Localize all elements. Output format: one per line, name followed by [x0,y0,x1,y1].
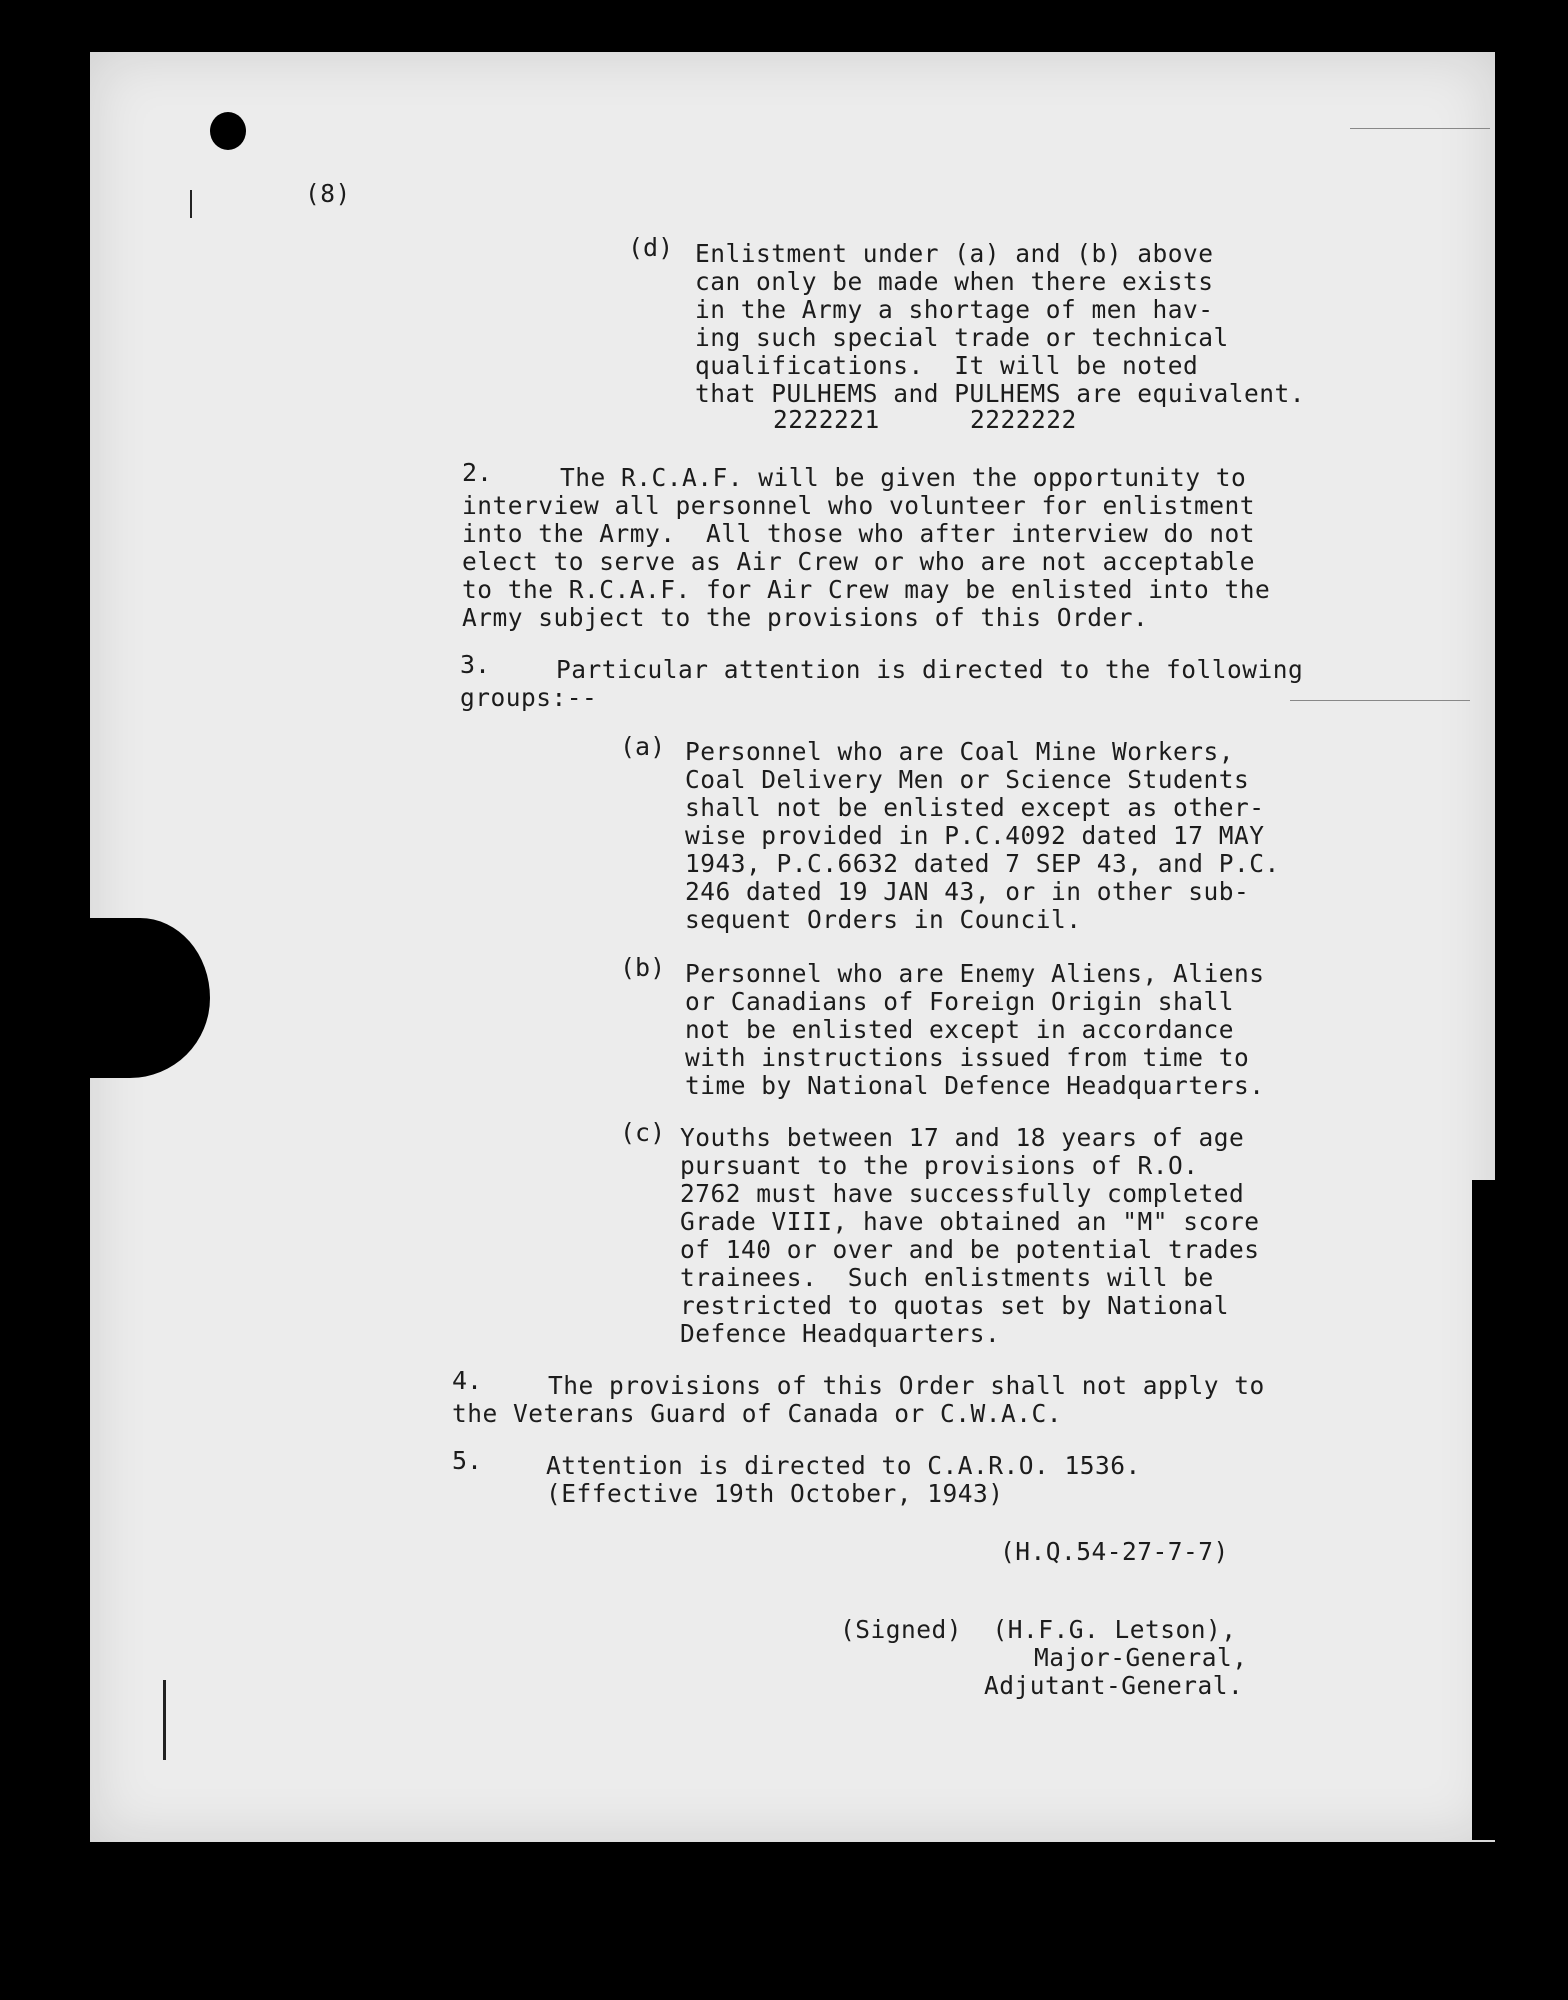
para-4-line: the Veterans Guard of Canada or C.W.A.C. [452,1399,1063,1428]
para-3c-line: of 140 or over and be potential trades [680,1235,1260,1264]
para-5-line: (Effective 19th October, 1943) [546,1479,1004,1508]
para-2-line: elect to serve as Air Crew or who are not acceptable [462,547,1256,576]
para-3b-label: (b) [620,953,666,982]
para-3a-line: wise provided in P.C.4092 dated 17 MAY [685,821,1265,850]
para-3b-line: Personnel who are Enemy Aliens, Aliens [685,959,1265,988]
para-3b-line: not be enlisted except in accordance [685,1015,1235,1044]
para-3a-line: Coal Delivery Men or Science Students [685,765,1250,794]
para-3a-line: 1943, P.C.6632 dated 7 SEP 43, and P.C. [685,849,1280,878]
paper-mark [1290,700,1470,701]
para-3c-line: Defence Headquarters. [680,1319,1001,1348]
para-2-line: Army subject to the provisions of this Order. [462,603,1149,632]
para-3c-line: pursuant to the provisions of R.O. [680,1151,1199,1180]
para-3b-line: with instructions issued from time to [685,1043,1250,1072]
para-3a-line: Personnel who are Coal Mine Workers, [685,737,1235,766]
para-3c-line: Youths between 17 and 18 years of age [680,1123,1245,1152]
para-3-line: groups:-- [460,683,598,712]
para-d-line: ing such special trade or technical [695,323,1229,352]
para-d-line: qualifications. It will be noted [695,351,1199,380]
para-d-line: can only be made when there exists [695,267,1214,296]
para-3c-line: trainees. Such enlistments will be [680,1263,1214,1292]
page-edge-shadow [1472,1180,1512,1840]
pulhems-code: 2222222 [970,405,1077,434]
para-4-number: 4. [452,1366,483,1395]
para-3c-line: restricted to quotas set by National [680,1291,1230,1320]
para-3b-line: or Canadians of Foreign Origin shall [685,987,1235,1016]
pulhems-code: 2222221 [773,405,880,434]
signature-rank: Major-General, [1034,1643,1248,1672]
paper-mark [1350,128,1490,129]
file-reference: (H.Q.54-27-7-7) [1000,1537,1229,1566]
para-3c-label: (c) [620,1118,666,1147]
para-4-line: The provisions of this Order shall not apply to [548,1371,1265,1400]
para-2-line: to the R.C.A.F. for Air Crew may be enlisted into the [462,575,1271,604]
punch-hole [210,112,246,150]
para-3a-line: 246 dated 19 JAN 43, or in other sub- [685,877,1250,906]
para-d-line: Enlistment under (a) and (b) above [695,239,1214,268]
para-3-number: 3. [460,650,491,679]
para-3a-label: (a) [620,732,666,761]
para-2-line: into the Army. All those who after interview do not [462,519,1256,548]
para-5-number: 5. [452,1446,483,1475]
signature-title: Adjutant-General. [984,1671,1244,1700]
margin-mark [163,1680,166,1760]
para-3a-line: sequent Orders in Council. [685,905,1082,934]
para-3a-line: shall not be enlisted except as other- [685,793,1265,822]
para-5-line: Attention is directed to C.A.R.O. 1536. [546,1451,1141,1480]
para-2-line: interview all personnel who volunteer for enlistment [462,491,1256,520]
para-3-line: Particular attention is directed to the following [556,655,1304,684]
para-3c-line: 2762 must have successfully completed [680,1179,1245,1208]
para-3c-line: Grade VIII, have obtained an "M" score [680,1207,1260,1236]
page-number: (8) [305,179,351,208]
signature-line: (Signed) (H.F.G. Letson), [840,1615,1237,1644]
margin-mark [190,190,192,218]
para-d-line: that PULHEMS and PULHEMS are equivalent. [695,379,1306,408]
para-d-line: in the Army a shortage of men hav- [695,295,1214,324]
para-d-label: (d) [628,233,674,262]
para-2-number: 2. [462,458,493,487]
para-3b-line: time by National Defence Headquarters. [685,1071,1265,1100]
para-2-line: The R.C.A.F. will be given the opportunity to [560,463,1247,492]
